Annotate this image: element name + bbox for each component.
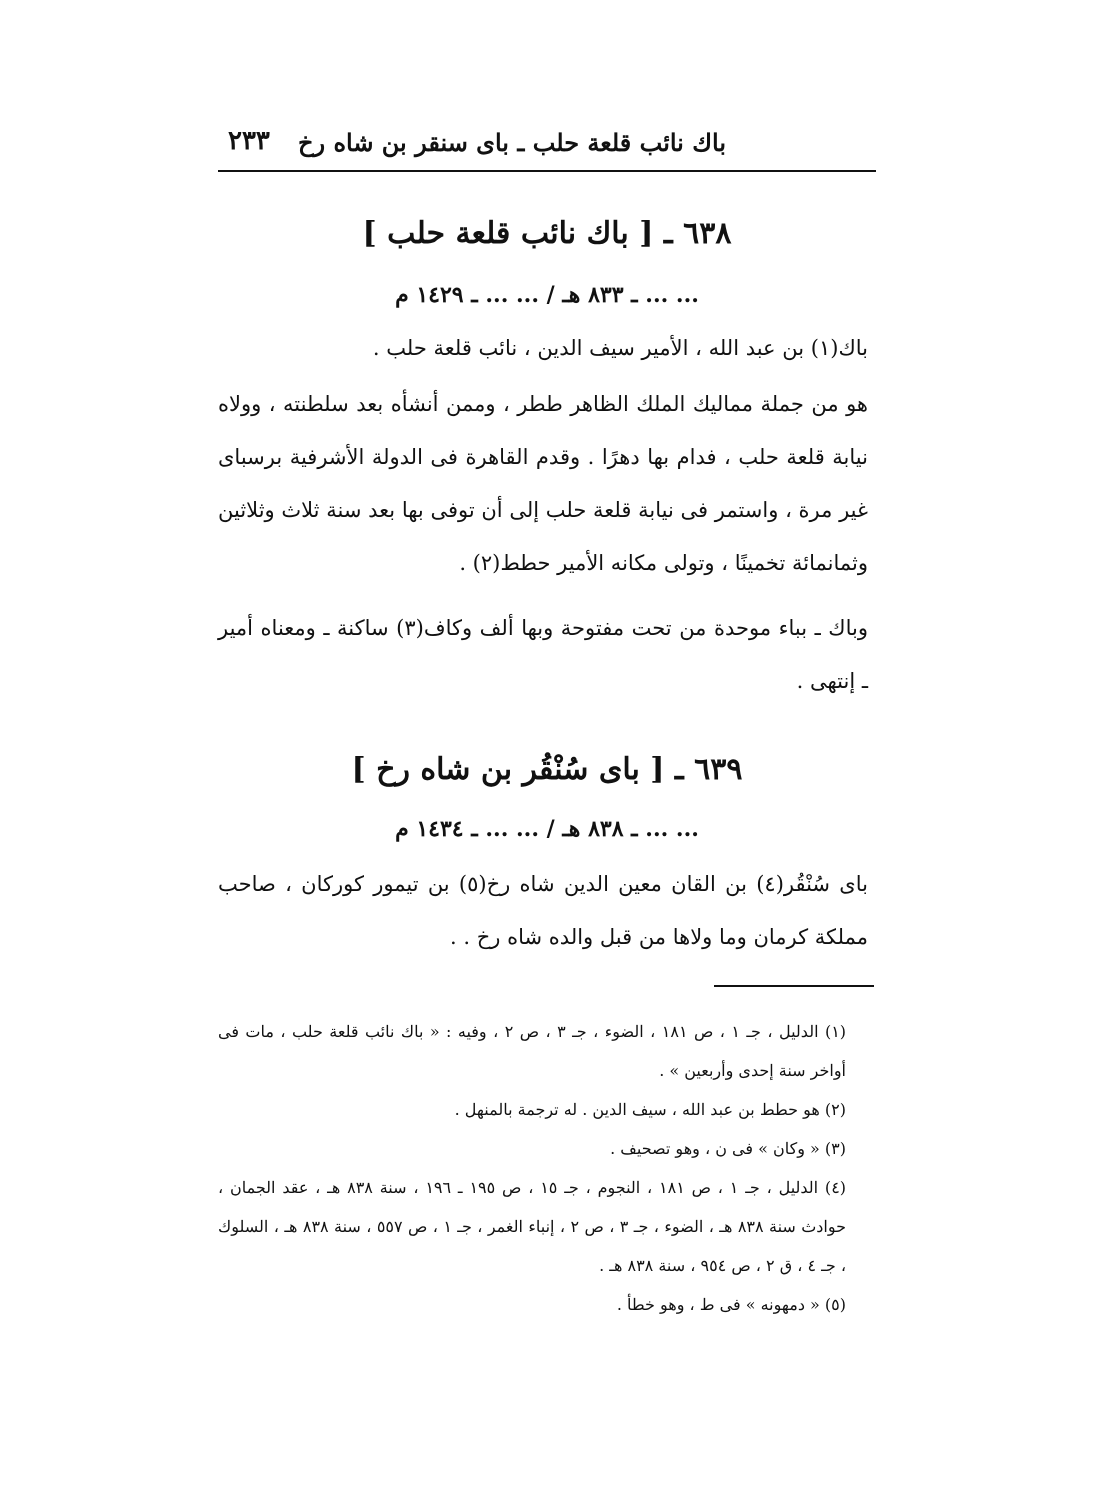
entry-body-639: باى سُنْقُر(٤) بن القان معين الدين شاه رخ(٥) بن تيمور كوركان ، صاحب مملكة كرمان وما ولاها من قبل والده شاه رخ . .	[218, 872, 868, 949]
footnote-1: (١) الدليل ، جـ ١ ، ص ١٨١ ، الضوء ، جـ ٣ ، ص ٢ ، وفيه : « باك نائب قلعة حلب ، مات فى أواخر سنة إحدى وأربعين » .	[218, 1022, 847, 1080]
entry-note-638: وباك ـ بباء موحدة من تحت مفتوحة وبها ألف وكاف(٣) ساكنة ـ ومعناه أمير ـ إنتهى .	[218, 616, 868, 693]
footnote-2: (٢) هو حطط بن عبد الله ، سيف الدين . له ترجمة بالمنهل .	[454, 1100, 846, 1119]
running-header	[218, 120, 876, 172]
running-title: باك نائب قلعة حلب ـ باى سنقر بن شاه رخ	[298, 128, 726, 157]
footnote-5: (٥) « دمهونه » فى ط ، وهو خطأ .	[616, 1295, 846, 1314]
footnotes	[218, 1012, 846, 1324]
entry-body-638: هو من جملة مماليك الملك الظاهر ططر ، وممن أنشأه بعد سلطنته ، وولاه نيابة قلعة حلب ، فدام بها دهرًا . وقدم القاهرة فى الدولة الأشرفية برسباى غير مرة ، واستمر فى نيابة قلعة حلب إلى أن توفى بها بعد سنة ثلاث وثلاثين وثمانمائة تخمينًا ، وتولى مكانه الأمير حطط(٢) .	[218, 392, 868, 575]
entry-dates-638: ... ... ـ ٨٣٣ هـ / ... ... ـ ١٤٢٩ م	[395, 282, 699, 308]
footnote-separator	[714, 985, 874, 987]
page-number: ٢٣٣	[228, 126, 270, 156]
entry-intro-638: باك(١) بن عبد الله ، الأمير سيف الدين ، نائب قلعة حلب .	[372, 336, 868, 360]
footnote-3: (٣) « وكان » فى ن ، وهو تصحيف .	[610, 1139, 846, 1158]
footnote-4: (٤) الدليل ، جـ ١ ، ص ١٨١ ، النجوم ، جـ ١٥ ، ص ١٩٥ ـ ١٩٦ ، سنة ٨٣٨ هـ ، عقد الجمان ، حوادث سنة ٨٣٨ هـ ، الضوء ، جـ ٣ ، ص ٢ ، إنباء الغمر ، جـ ١ ، ص ٥٥٧ ، سنة ٨٣٨ هـ ، السلوك ، جـ ٤ ، ق ٢ ، ص ٩٥٤ ، سنة ٨٣٨ هـ .	[218, 1178, 847, 1275]
entry-heading-639: ٦٣٩ ـ [ باى سُنْقُر بن شاه رخ ]	[351, 752, 743, 787]
entry-dates-639: ... ... ـ ٨٣٨ هـ / ... ... ـ ١٤٣٤ م	[395, 816, 699, 842]
entry-heading-638: ٦٣٨ ـ [ باك نائب قلعة حلب ]	[362, 216, 732, 251]
